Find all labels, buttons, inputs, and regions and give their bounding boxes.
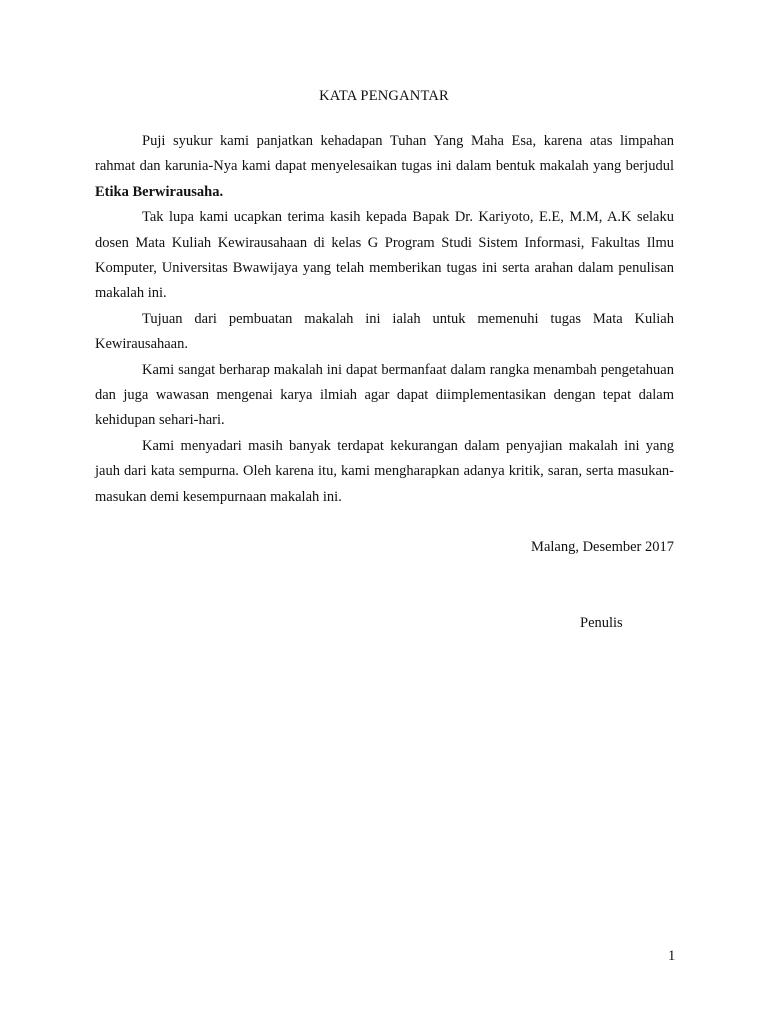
paragraph-2: Tak lupa kami ucapkan terima kasih kepada Bapak Dr. Kariyoto, E.E, M.M, A.K selaku dosen Mata Kuliah Kewirausahaan di kelas G Program Studi Sistem Informasi, Fakultas Ilmu Komputer, Universitas Bwawijaya yang telah memberikan tugas ini serta arahan dalam penulisan makalah ini.	[95, 209, 674, 302]
paragraph-3: Tujuan dari pembuatan makalah ini ialah untuk memenuhi tugas Mata Kuliah Kewirausahaan.	[95, 310, 674, 353]
paragraph-4: Kami sangat berharap makalah ini dapat bermanfaat dalam rangka menambah pengetahuan dan juga wawasan mengenai karya ilmiah agar dapat diimplementasikan dengan tepat dalam kehidupan sehari-hari.	[95, 361, 674, 429]
paragraph-1	[95, 129, 674, 205]
page-title: KATA PENGANTAR	[319, 88, 449, 104]
paper-title-bold: Etika Berwirausaha.	[95, 183, 224, 200]
author-signature: Penulis	[580, 615, 623, 631]
paragraph-1-text: Puji syukur kami panjatkan kehadapan Tuhan Yang Maha Esa, karena atas limpahan rahmat dan karunia-Nya kami dapat menyelesaikan tugas ini dalam bentuk makalah yang berjudul	[95, 133, 674, 175]
page-number: 1	[668, 948, 676, 964]
paragraph-5: Kami menyadari masih banyak terdapat kekurangan dalam penyajian makalah ini yang jauh dari kata sempurna. Oleh karena itu, kami mengharapkan adanya kritik, saran, serta masukan-masukan demi kesempurnaan makalah ini.	[95, 437, 674, 505]
place-date: Malang, Desember 2017	[531, 539, 674, 555]
document-body	[95, 129, 674, 510]
